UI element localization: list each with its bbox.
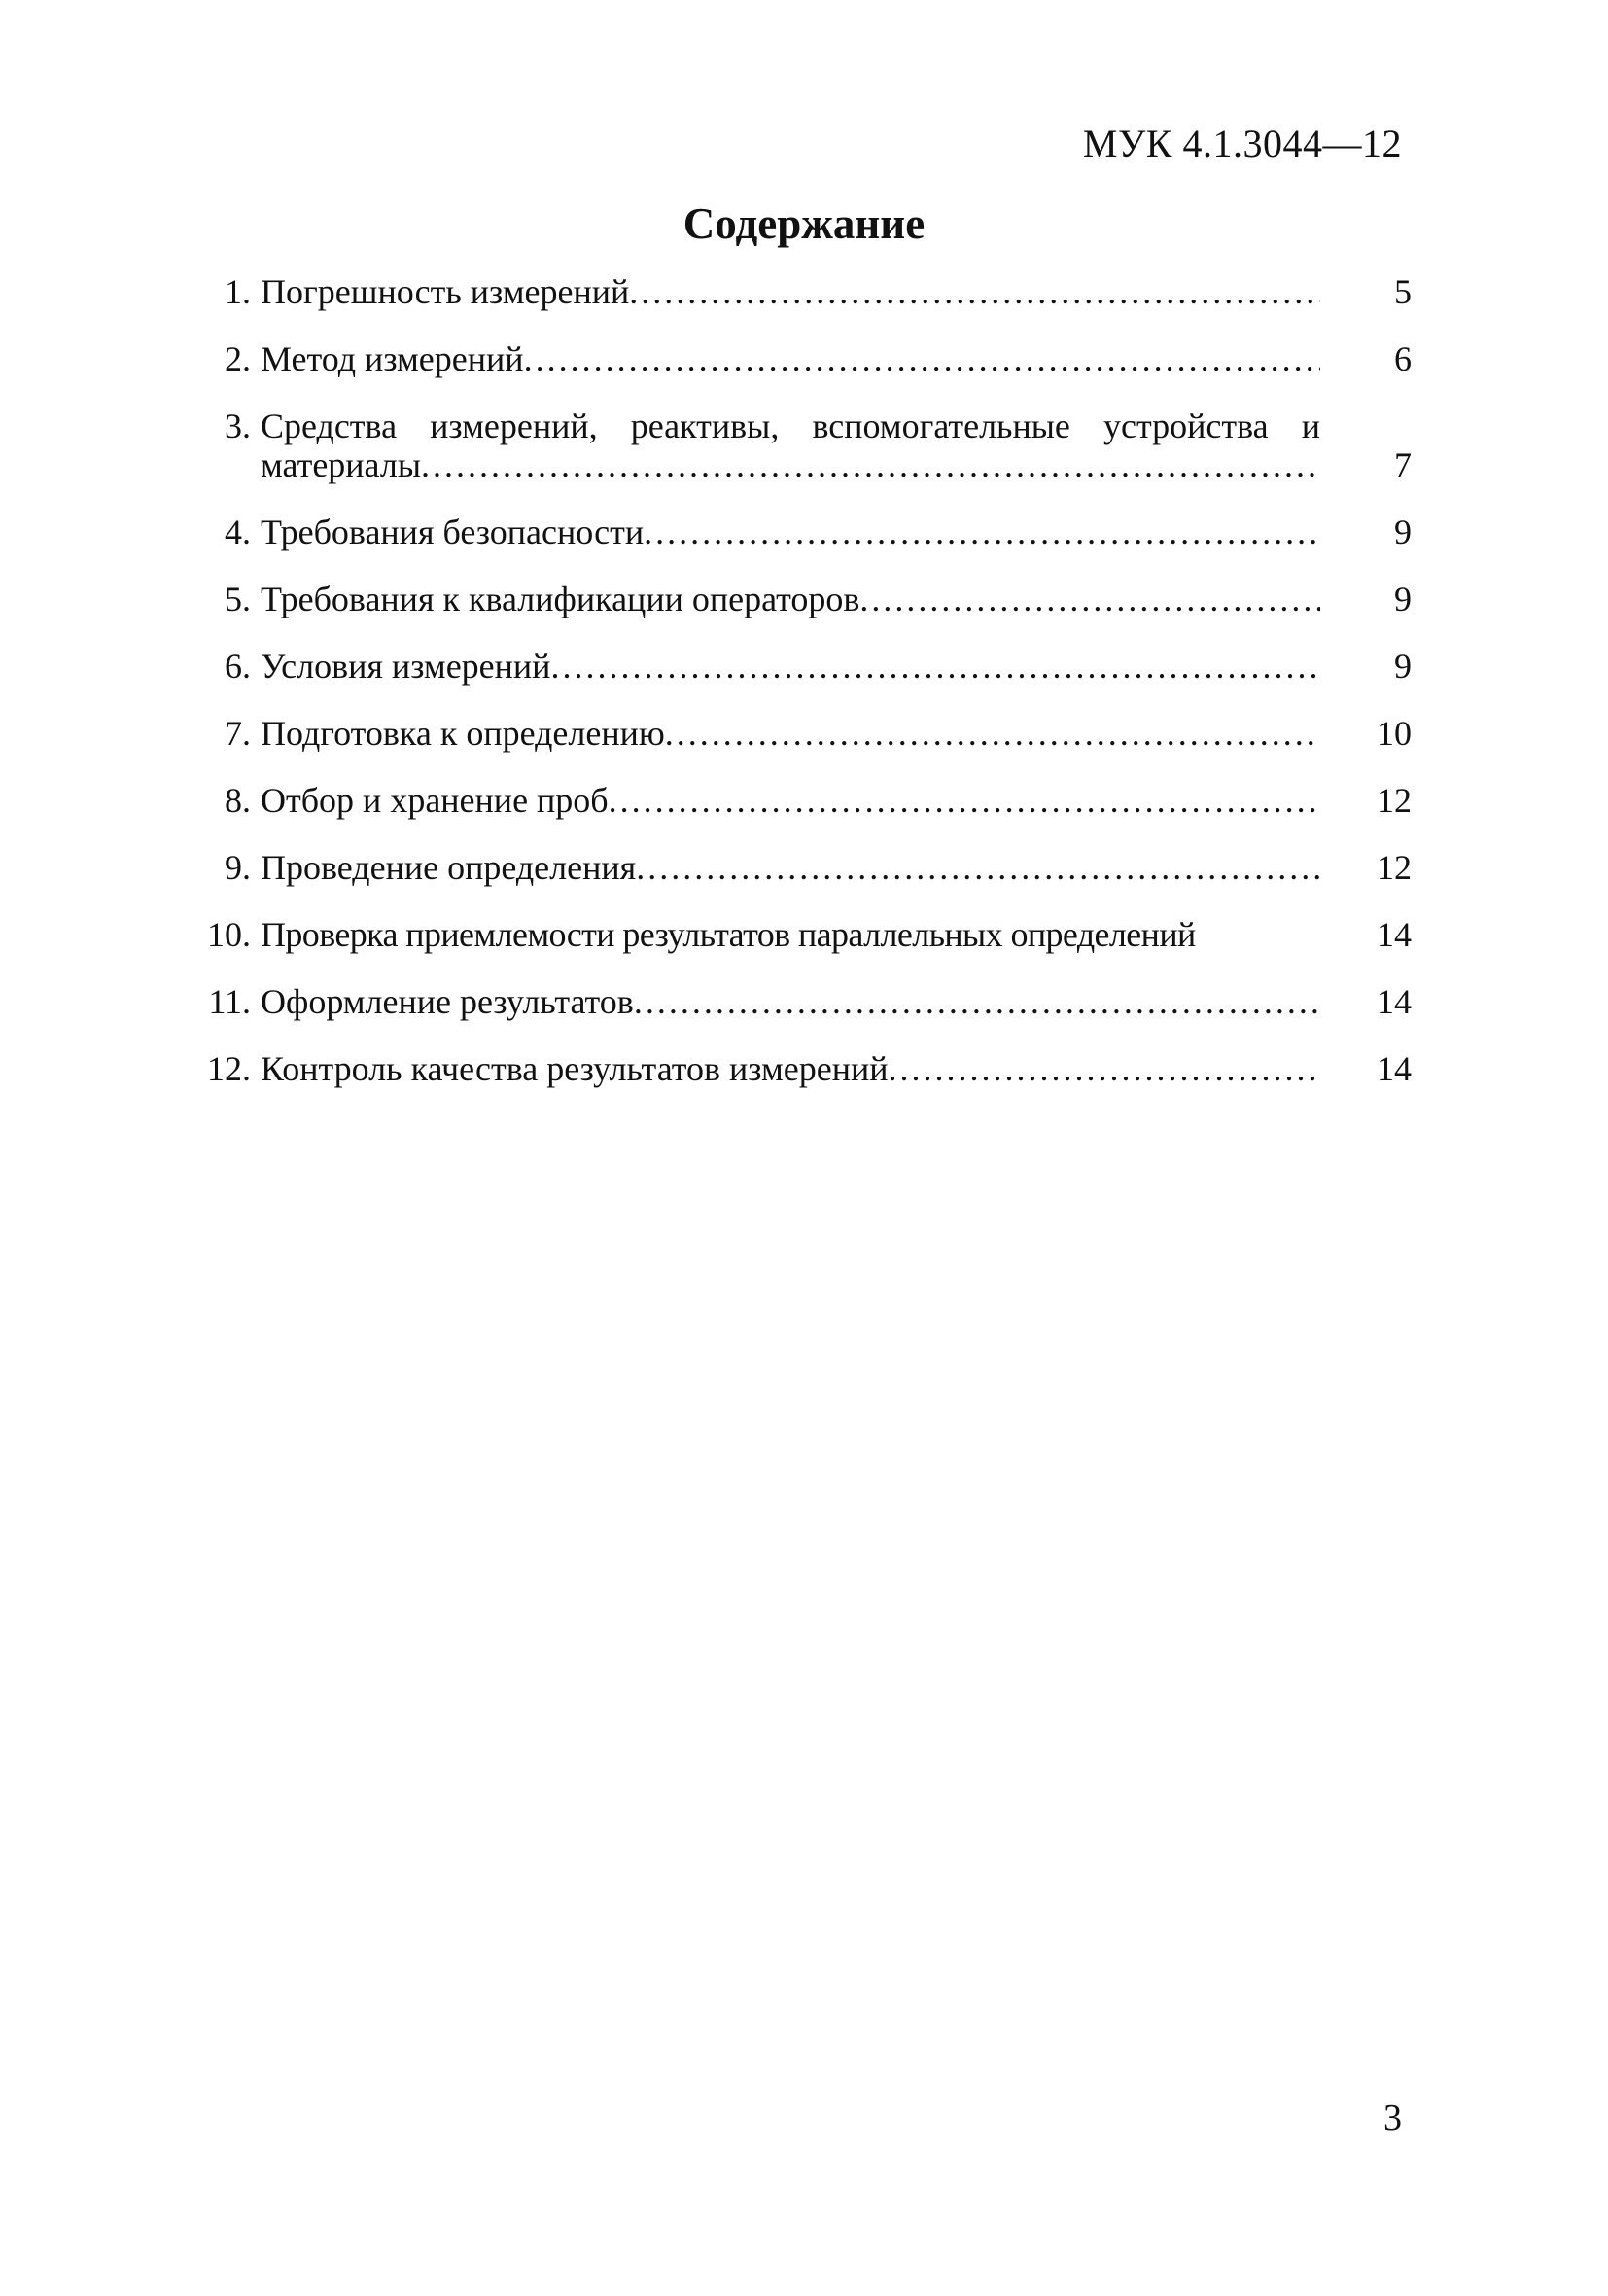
- toc-entry-number: 7.: [225, 714, 251, 753]
- toc-dot-leader: [644, 512, 1320, 551]
- toc-entry-title: Оформление результатов: [261, 982, 634, 1021]
- toc-entry-6[interactable]: [194, 647, 1412, 686]
- toc-entry-page: 7: [1394, 445, 1412, 484]
- toc-entry-page: 14: [1377, 915, 1412, 954]
- toc-entry-number: 5.: [225, 580, 251, 618]
- page-number: 3: [1383, 2098, 1402, 2138]
- toc-dot-leader: [524, 339, 1320, 378]
- toc-dot-leader: [634, 982, 1320, 1021]
- toc-entry-body: [261, 781, 1320, 820]
- table-of-contents: [194, 272, 1412, 1116]
- toc-entry-body: [261, 339, 1320, 378]
- toc-entry-title-line1: Средства измерений, реактивы, вспомогательные устройства и: [261, 406, 1320, 445]
- toc-entry-body: [261, 848, 1320, 887]
- toc-entry-page: 9: [1394, 647, 1412, 686]
- toc-entry-page: 12: [1377, 848, 1412, 887]
- toc-entry-title: Требования к квалификации операторов: [261, 580, 860, 618]
- toc-entry-number: 1.: [225, 272, 251, 311]
- toc-dot-leader: [636, 848, 1320, 887]
- toc-entry-body: [261, 647, 1320, 686]
- toc-entry-body: [261, 272, 1320, 311]
- toc-entry-body: [261, 714, 1320, 753]
- toc-entry-3[interactable]: [194, 406, 1412, 484]
- toc-entry-number: 6.: [225, 647, 251, 686]
- toc-entry-title: Отбор и хранение проб: [261, 781, 609, 820]
- toc-dot-leader: [859, 580, 1320, 618]
- toc-entry-body: [261, 406, 1320, 484]
- toc-entry-1[interactable]: [194, 272, 1412, 311]
- toc-entry-page: 6: [1394, 339, 1412, 378]
- toc-entry-title: Проведение определения: [261, 848, 637, 887]
- toc-title: Содержание: [682, 199, 926, 248]
- toc-entry-7[interactable]: [194, 714, 1412, 753]
- toc-dot-leader: [665, 714, 1320, 753]
- toc-entry-number: 9.: [225, 848, 251, 887]
- toc-entry-page: 14: [1377, 1049, 1412, 1088]
- toc-entry-number: 3.: [225, 406, 251, 445]
- toc-entry-2[interactable]: [194, 339, 1412, 378]
- document-code: МУК 4.1.3044—12: [1082, 122, 1402, 165]
- toc-entry-number: 12.: [207, 1049, 251, 1088]
- toc-entry-title-line2: [261, 445, 1320, 484]
- toc-entry-12[interactable]: [194, 1049, 1412, 1088]
- toc-entry-body: [261, 982, 1320, 1021]
- toc-entry-number: 8.: [225, 781, 251, 820]
- toc-entry-title: Проверка приемлемости результатов параллельных определений: [261, 915, 1196, 954]
- toc-entry-body: [261, 1049, 1320, 1088]
- toc-entry-title: Требования безопасности: [261, 512, 645, 551]
- toc-entry-title: Контроль качества результатов измерений: [261, 1049, 889, 1088]
- toc-dot-leader: [421, 445, 1320, 484]
- toc-entry-page: 10: [1377, 714, 1412, 753]
- toc-dot-leader: [609, 781, 1320, 820]
- toc-entry-number: 11.: [208, 982, 251, 1021]
- toc-dot-leader: [550, 647, 1320, 686]
- toc-entry-11[interactable]: [194, 982, 1412, 1021]
- toc-entry-page: 9: [1394, 580, 1412, 618]
- toc-entry-number: 10.: [207, 915, 251, 954]
- toc-entry-5[interactable]: [194, 580, 1412, 618]
- toc-entry-9[interactable]: [194, 848, 1412, 887]
- toc-entry-title: Метод измерений: [261, 339, 524, 378]
- toc-dot-leader: [629, 272, 1320, 311]
- toc-entry-number: 4.: [225, 512, 251, 551]
- toc-entry-number: 2.: [225, 339, 251, 378]
- toc-entry-page: 14: [1377, 982, 1412, 1021]
- toc-dot-leader: [889, 1049, 1320, 1088]
- toc-entry-8[interactable]: [194, 781, 1412, 820]
- toc-entry-body: [261, 512, 1320, 551]
- toc-entry-title: материалы: [261, 445, 422, 484]
- toc-entry-title: Погрешность измерений: [261, 272, 630, 311]
- toc-entry-4[interactable]: [194, 512, 1412, 551]
- toc-entry-page: 9: [1394, 512, 1412, 551]
- toc-entry-title: Подготовка к определению: [261, 714, 665, 753]
- toc-entry-body: [261, 915, 1320, 954]
- toc-entry-page: 12: [1377, 781, 1412, 820]
- toc-entry-title: Условия измерений: [261, 647, 551, 686]
- toc-entry-10[interactable]: [194, 915, 1412, 954]
- toc-entry-page: 5: [1394, 272, 1412, 311]
- toc-entry-body: [261, 580, 1320, 618]
